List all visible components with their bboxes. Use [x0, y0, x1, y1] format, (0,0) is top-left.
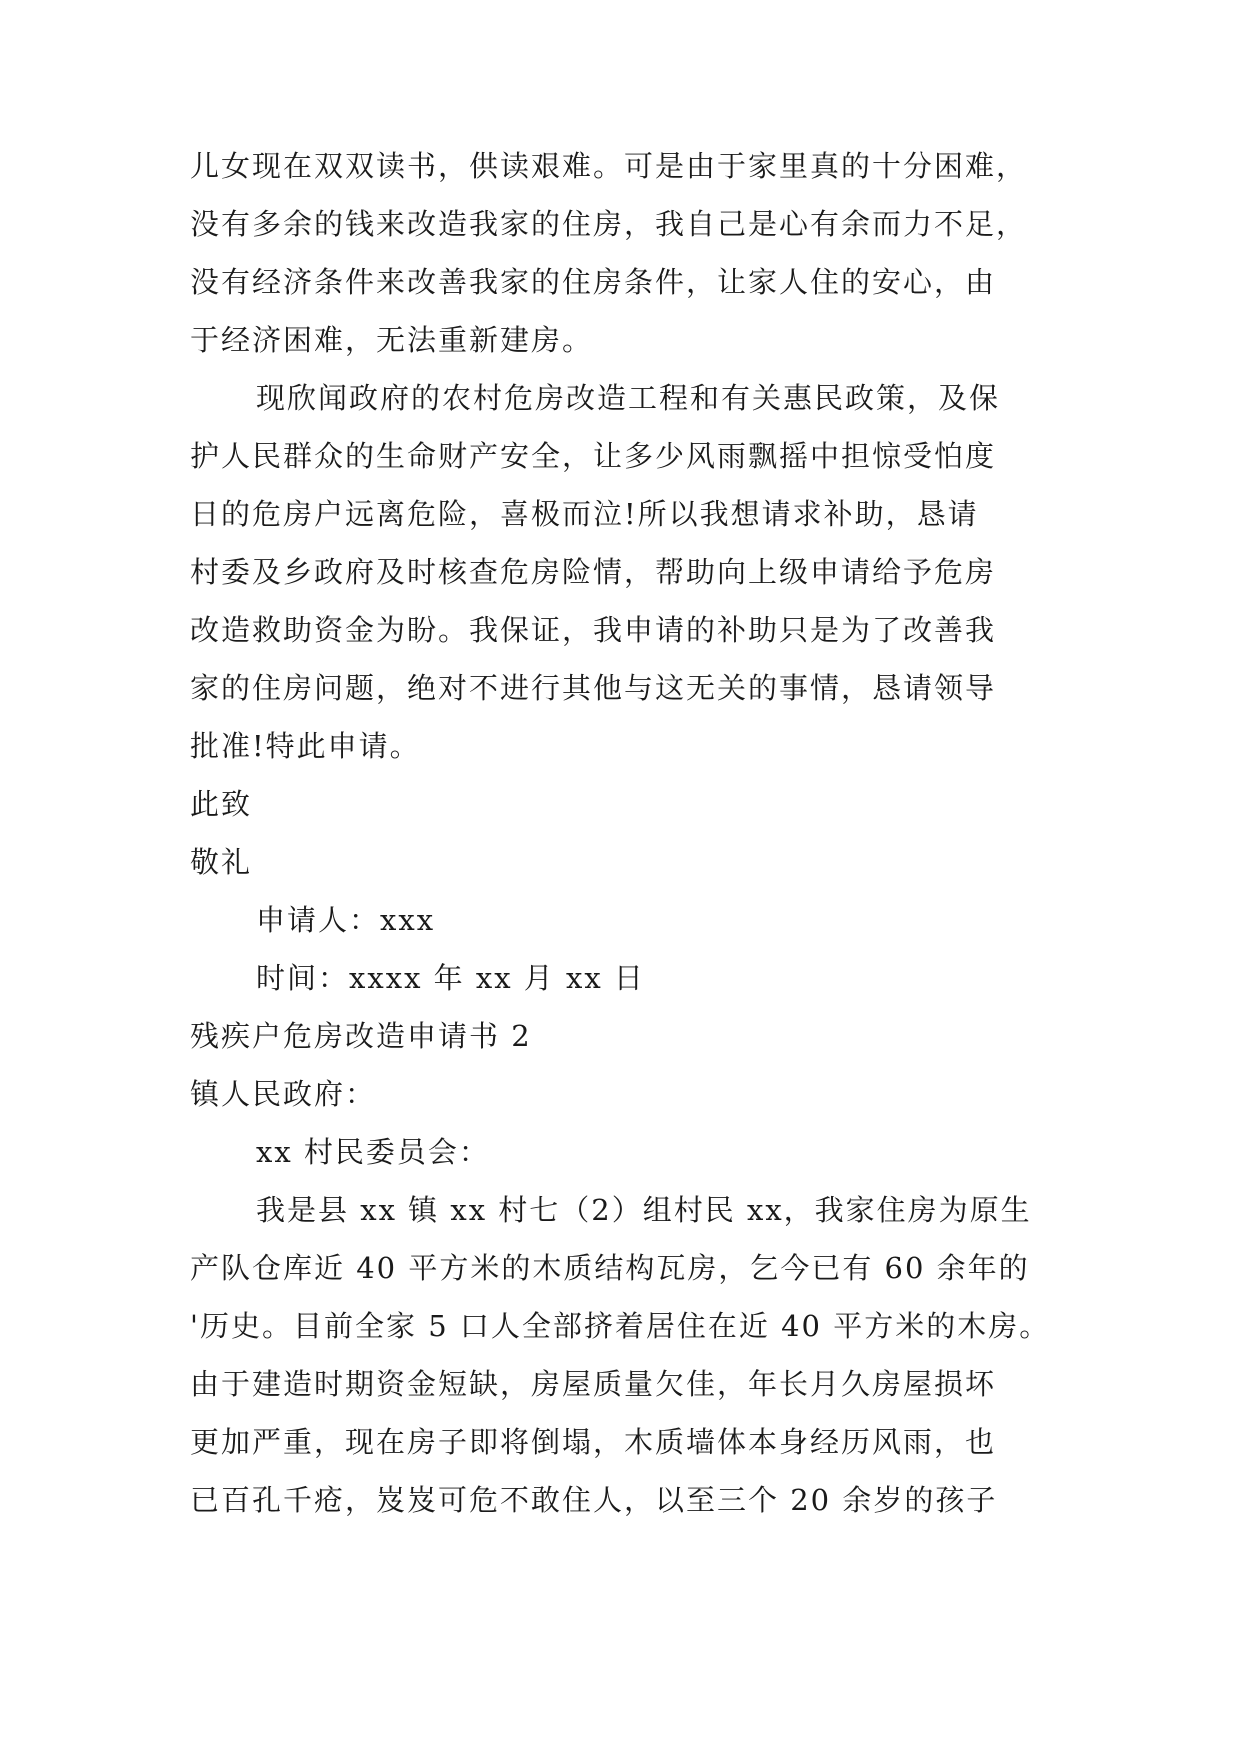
- addressee-line: xx 村民委员会：: [256, 1135, 490, 1169]
- body-text-line: 批准!特此申请。: [190, 729, 421, 763]
- body-text-line: 护人民群众的生命财产安全，让多少风雨飘摇中担惊受怕度: [190, 439, 997, 473]
- body-text-line: 家的住房问题，绝对不进行其他与这无关的事情，恳请领导: [190, 671, 997, 705]
- closing-regards: 敬礼: [190, 845, 253, 879]
- body-text-line: 产队仓库近 40 平方米的木质结构瓦房，乞今已有 60 余年的: [190, 1251, 1030, 1285]
- addressee-line: 镇人民政府：: [190, 1077, 377, 1111]
- body-text-line: 已百孔千疮，岌岌可危不敢住人，以至三个 20 余岁的孩子: [190, 1483, 998, 1517]
- body-text-line: 现欣闻政府的农村危房改造工程和有关惠民政策，及保: [256, 381, 1001, 415]
- body-text-line: 没有经济条件来改善我家的住房条件，让家人住的安心，由: [190, 265, 997, 299]
- body-text-line: 我是县 xx 镇 xx 村七（2）组村民 xx，我家住房为原生: [256, 1193, 1032, 1227]
- body-text-line: 没有多余的钱来改造我家的住房，我自己是心有余而力不足，: [190, 207, 1028, 241]
- body-text-line: 日的危房户远离危险，喜极而泣!所以我想请求补助，恳请: [190, 497, 979, 531]
- body-text-line: 由于建造时期资金短缺，房屋质量欠佳，年长月久房屋损坏: [190, 1367, 997, 1401]
- body-text-line: '历史。目前全家 5 口人全部挤着居住在近 40 平方米的木房。: [190, 1309, 1051, 1343]
- body-text-line: 改造救助资金为盼。我保证，我申请的补助只是为了改善我: [190, 613, 997, 647]
- section-title: 残疾户危房改造申请书 2: [190, 1019, 532, 1053]
- date-line: 时间：xxxx 年 xx 月 xx 日: [256, 961, 645, 995]
- body-text-line: 更加严重，现在房子即将倒塌，木质墙体本身经历风雨，也: [190, 1425, 997, 1459]
- body-text-line: 村委及乡政府及时核查危房险情，帮助向上级申请给予危房: [190, 555, 997, 589]
- applicant-line: 申请人：xxx: [256, 903, 436, 937]
- body-text-line: 于经济困难，无法重新建房。: [190, 323, 594, 357]
- body-text-line: 儿女现在双双读书，供读艰难。可是由于家里真的十分困难，: [190, 149, 1028, 183]
- closing-salutation: 此致: [190, 787, 253, 821]
